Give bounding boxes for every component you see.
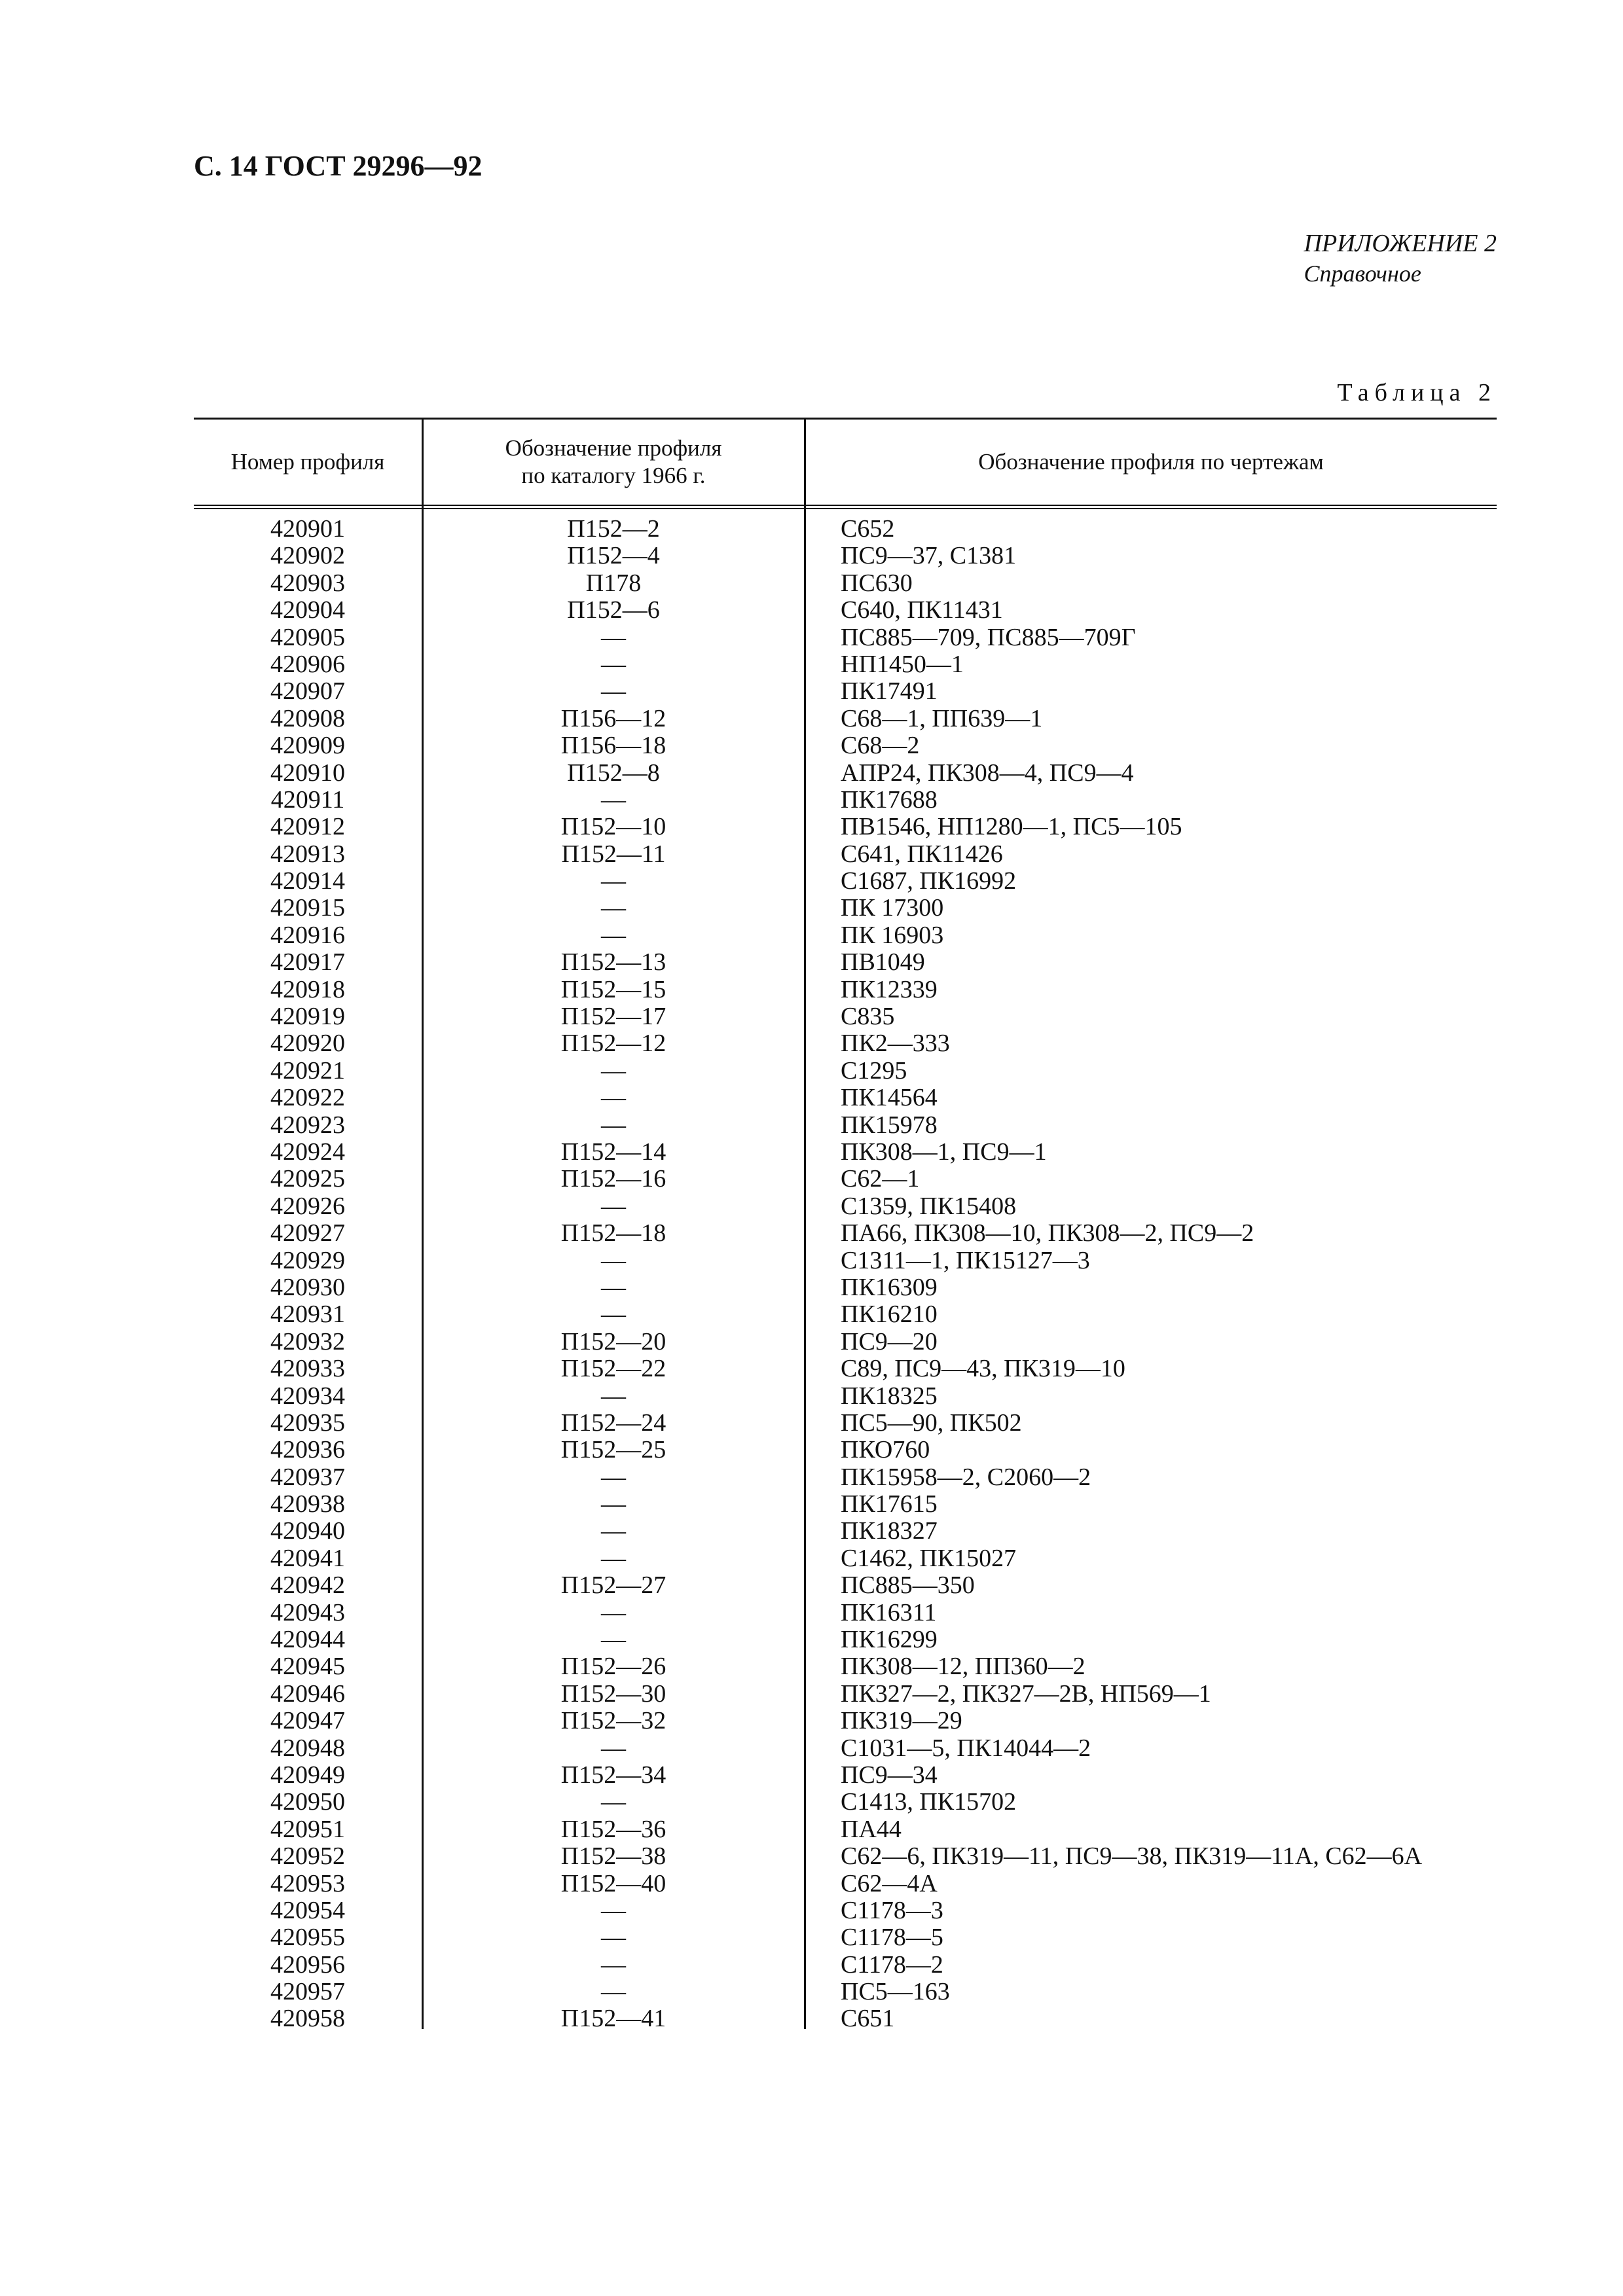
profile-number-cell: 420921: [270, 1056, 345, 1085]
drawing-designation-cell: АПР24, ПК308—4, ПС9—4: [841, 759, 1134, 787]
catalog-designation-cell: П152—24: [560, 1408, 666, 1437]
catalog-designation-cell: П152—4: [567, 542, 660, 570]
table-row: [194, 1600, 1497, 1626]
drawing-designation-cell: С1178—2: [841, 1950, 943, 1979]
drawing-designation-cell: С641, ПК11426: [841, 840, 1003, 868]
drawing-designation-cell: С1359, ПК15408: [841, 1192, 1017, 1220]
catalog-designation-cell: П152—38: [560, 1842, 666, 1871]
drawing-designation-cell: С68—2: [841, 732, 920, 760]
catalog-designation-cell: П152—11: [561, 840, 666, 868]
profile-number-cell: 420926: [270, 1192, 345, 1220]
table-row: [194, 1112, 1497, 1139]
table-row: [194, 543, 1497, 569]
drawing-designation-cell: ПКО760: [841, 1436, 930, 1464]
table-row: [194, 624, 1497, 651]
profile-number-cell: 420944: [270, 1626, 345, 1654]
drawing-designation-cell: С1687, ПК16992: [841, 867, 1017, 895]
profile-number-cell: 420904: [270, 596, 345, 624]
table-row: [194, 1816, 1497, 1843]
catalog-designation-cell: П152—41: [560, 2005, 666, 2033]
drawing-designation-cell: С1413, ПК15702: [841, 1788, 1017, 1816]
catalog-designation-cell: —: [601, 1544, 626, 1572]
catalog-designation-cell: —: [601, 1192, 626, 1220]
table-row: [194, 1897, 1497, 1924]
table-row: [194, 1085, 1497, 1111]
profile-number-cell: 420919: [270, 1003, 345, 1031]
catalog-designation-cell: П152—16: [560, 1165, 666, 1193]
catalog-designation-cell: —: [601, 1734, 626, 1762]
profile-number-cell: 420940: [270, 1517, 345, 1545]
catalog-designation-cell: П152—17: [560, 1003, 666, 1031]
drawing-designation-cell: ПС9—34: [841, 1761, 938, 1789]
catalog-designation-cell: П152—2: [567, 515, 660, 543]
catalog-designation-cell: —: [601, 1084, 626, 1112]
table-row: [194, 922, 1497, 949]
table-row: [194, 1762, 1497, 1789]
drawing-designation-cell: ПК308—1, ПС9—1: [841, 1138, 1047, 1166]
profile-number-cell: 420902: [270, 542, 345, 570]
drawing-designation-cell: С1178—3: [841, 1896, 943, 1924]
drawing-designation-cell: С1462, ПК15027: [841, 1544, 1017, 1572]
catalog-designation-cell: П152—30: [560, 1679, 666, 1708]
profile-number-cell: 420910: [270, 759, 345, 787]
catalog-designation-cell: —: [601, 677, 626, 706]
drawing-designation-cell: С68—1, ПП639—1: [841, 704, 1043, 732]
drawing-designation-cell: ПК18325: [841, 1382, 938, 1410]
drawing-designation-cell: ПК17688: [841, 785, 938, 814]
drawing-designation-cell: С62—4А: [841, 1869, 938, 1897]
table-row: [194, 895, 1497, 922]
profile-number-cell: 420957: [270, 1978, 345, 2006]
profile-number-cell: 420901: [270, 515, 345, 543]
catalog-designation-cell: —: [601, 1978, 626, 2006]
catalog-designation-cell: П152—14: [560, 1138, 666, 1166]
catalog-designation-cell: П156—12: [560, 704, 666, 732]
table-row: [194, 1626, 1497, 1653]
table-row: [194, 841, 1497, 868]
catalog-designation-cell: П152—25: [560, 1436, 666, 1464]
profile-number-cell: 420934: [270, 1382, 345, 1410]
catalog-designation-cell: —: [601, 1896, 626, 1924]
drawing-designation-cell: ПК 16903: [841, 921, 944, 949]
table-row: [194, 1545, 1497, 1572]
catalog-designation-cell: —: [601, 1300, 626, 1329]
drawing-designation-cell: ПС9—20: [841, 1327, 938, 1355]
catalog-designation-cell: П152—20: [560, 1327, 666, 1355]
profile-number-cell: 420909: [270, 732, 345, 760]
profile-number-cell: 420949: [270, 1761, 345, 1789]
table-row: [194, 1653, 1497, 1680]
catalog-designation-cell: П152—6: [567, 596, 660, 624]
catalog-designation-cell: П152—12: [560, 1030, 666, 1058]
profile-number-cell: 420950: [270, 1788, 345, 1816]
table-row: [194, 1464, 1497, 1491]
table-row: [194, 1274, 1497, 1301]
table-row: [194, 516, 1497, 543]
profile-number-cell: 420952: [270, 1842, 345, 1871]
profile-number-cell: 420933: [270, 1355, 345, 1383]
drawing-designation-cell: ПК18327: [841, 1517, 938, 1545]
drawing-designation-cell: ПК16210: [841, 1300, 938, 1329]
catalog-designation-cell: —: [601, 785, 626, 814]
profile-number-cell: 420922: [270, 1084, 345, 1112]
catalog-designation-cell: —: [601, 867, 626, 895]
profile-number-cell: 420908: [270, 704, 345, 732]
profile-number-cell: 420956: [270, 1950, 345, 1979]
drawing-designation-cell: ПК2—333: [841, 1030, 950, 1058]
profile-number-cell: 420907: [270, 677, 345, 706]
table-row: [194, 1003, 1497, 1030]
drawing-designation-cell: ПК15978: [841, 1111, 938, 1139]
table-row: [194, 1789, 1497, 1816]
profile-number-cell: 420914: [270, 867, 345, 895]
profile-number-cell: 420941: [270, 1544, 345, 1572]
profile-number-cell: 420918: [270, 975, 345, 1003]
profile-number-cell: 420916: [270, 921, 345, 949]
catalog-designation-cell: П152—36: [560, 1815, 666, 1843]
drawing-designation-cell: ПК14564: [841, 1084, 938, 1112]
catalog-designation-cell: —: [601, 650, 626, 678]
profile-number-cell: 420929: [270, 1246, 345, 1274]
table-row: [194, 1410, 1497, 1437]
drawing-designation-cell: С835: [841, 1003, 895, 1031]
catalog-designation-cell: П152—10: [560, 813, 666, 841]
header-profile-number: Номер профиля: [230, 449, 385, 475]
table-row: [194, 1301, 1497, 1328]
drawing-designation-cell: ПС5—163: [841, 1978, 950, 2006]
drawing-designation-cell: ПК17615: [841, 1490, 938, 1518]
table-header: [194, 420, 1497, 509]
catalog-designation-cell: —: [601, 1246, 626, 1274]
drawing-designation-cell: ПВ1546, НП1280—1, ПС5—105: [841, 813, 1182, 841]
catalog-designation-cell: —: [601, 1950, 626, 1979]
catalog-designation-cell: П152—22: [560, 1355, 666, 1383]
table-row: [194, 1491, 1497, 1518]
drawing-designation-cell: С1178—5: [841, 1924, 943, 1952]
table-row: [194, 1247, 1497, 1274]
drawing-designation-cell: ПК16309: [841, 1273, 938, 1301]
table-row: [194, 1924, 1497, 1951]
drawing-designation-cell: ПК15958—2, С2060—2: [841, 1463, 1091, 1491]
catalog-designation-cell: —: [601, 1517, 626, 1545]
catalog-designation-cell: —: [601, 1111, 626, 1139]
table-row: [194, 1708, 1497, 1734]
profile-table: [194, 418, 1497, 2033]
drawing-designation-cell: С640, ПК11431: [841, 596, 1003, 624]
header-divider-2: [804, 420, 806, 509]
table-row: [194, 732, 1497, 759]
appendix-subtitle: Справочное: [1304, 260, 1421, 287]
catalog-designation-cell: —: [601, 1273, 626, 1301]
catalog-designation-cell: П152—26: [560, 1653, 666, 1681]
drawing-designation-cell: ПК12339: [841, 975, 938, 1003]
table-row: [194, 949, 1497, 976]
catalog-designation-cell: —: [601, 1598, 626, 1626]
profile-number-cell: 420947: [270, 1707, 345, 1735]
profile-number-cell: 420946: [270, 1679, 345, 1708]
drawing-designation-cell: С651: [841, 2005, 895, 2033]
profile-number-cell: 420931: [270, 1300, 345, 1329]
table-row: [194, 1572, 1497, 1599]
table-row: [194, 1735, 1497, 1762]
catalog-designation-cell: П152—18: [560, 1219, 666, 1247]
profile-number-cell: 420951: [270, 1815, 345, 1843]
table-row: [194, 1518, 1497, 1545]
profile-number-cell: 420942: [270, 1571, 345, 1600]
table-row: [194, 2005, 1497, 2032]
drawing-designation-cell: С62—1: [841, 1165, 920, 1193]
profile-number-cell: 420912: [270, 813, 345, 841]
profile-number-cell: 420948: [270, 1734, 345, 1762]
table-row: [194, 706, 1497, 732]
profile-number-cell: 420958: [270, 2005, 345, 2033]
profile-number-cell: 420932: [270, 1327, 345, 1355]
table-row: [194, 597, 1497, 624]
catalog-designation-cell: —: [601, 921, 626, 949]
catalog-designation-cell: —: [601, 894, 626, 922]
table-row: [194, 1681, 1497, 1708]
header-catalog-1966: Обозначение профиля по каталогу 1966 г.: [505, 435, 722, 488]
profile-number-cell: 420953: [270, 1869, 345, 1897]
table-row: [194, 1058, 1497, 1085]
table-row: [194, 678, 1497, 705]
profile-number-cell: 420936: [270, 1436, 345, 1464]
drawing-designation-cell: С652: [841, 515, 895, 543]
table-row: [194, 1355, 1497, 1382]
profile-number-cell: 420903: [270, 569, 345, 597]
table-row: [194, 1383, 1497, 1410]
drawing-designation-cell: ПВ1049: [841, 948, 925, 977]
header-divider-1: [422, 420, 424, 509]
catalog-designation-cell: П152—32: [560, 1707, 666, 1735]
drawing-designation-cell: ПС9—37, С1381: [841, 542, 1017, 570]
table-row: [194, 1193, 1497, 1220]
profile-number-cell: 420935: [270, 1408, 345, 1437]
appendix-title: ПРИЛОЖЕНИЕ 2: [1304, 230, 1497, 257]
profile-number-cell: 420943: [270, 1598, 345, 1626]
drawing-designation-cell: ПК308—12, ПП360—2: [841, 1653, 1085, 1681]
drawing-designation-cell: ПС885—709, ПС885—709Г: [841, 623, 1136, 651]
catalog-designation-cell: П152—8: [567, 759, 660, 787]
table-row: [194, 787, 1497, 814]
profile-number-cell: 420917: [270, 948, 345, 977]
table-row: [194, 1952, 1497, 1979]
catalog-designation-cell: —: [601, 1463, 626, 1491]
drawing-designation-cell: ПА44: [841, 1815, 902, 1843]
table-row: [194, 570, 1497, 597]
profile-number-cell: 420954: [270, 1896, 345, 1924]
profile-number-cell: 420915: [270, 894, 345, 922]
header-drawing-designation: Обозначение профиля по чертежам: [978, 449, 1324, 475]
drawing-designation-cell: ПК327—2, ПК327—2В, НП569—1: [841, 1679, 1211, 1708]
drawing-designation-cell: С89, ПС9—43, ПК319—10: [841, 1355, 1125, 1383]
table-row: [194, 1979, 1497, 2005]
drawing-designation-cell: ПК319—29: [841, 1707, 962, 1735]
catalog-designation-cell: П152—15: [560, 975, 666, 1003]
catalog-designation-cell: П152—34: [560, 1761, 666, 1789]
table-row: [194, 1437, 1497, 1463]
profile-number-cell: 420911: [270, 785, 345, 814]
table-row: [194, 814, 1497, 840]
table-row: [194, 1166, 1497, 1193]
profile-number-cell: 420927: [270, 1219, 345, 1247]
profile-number-cell: 420955: [270, 1924, 345, 1952]
profile-number-cell: 420906: [270, 650, 345, 678]
table-row: [194, 868, 1497, 895]
table-row: [194, 651, 1497, 678]
drawing-designation-cell: ПС5—90, ПК502: [841, 1408, 1022, 1437]
appendix-block: [1304, 228, 1497, 288]
drawing-designation-cell: С1295: [841, 1056, 907, 1085]
drawing-designation-cell: ПК17491: [841, 677, 938, 706]
catalog-designation-cell: —: [601, 1626, 626, 1654]
catalog-designation-cell: П156—18: [560, 732, 666, 760]
table-row: [194, 1139, 1497, 1166]
drawing-designation-cell: С1031—5, ПК14044—2: [841, 1734, 1091, 1762]
profile-number-cell: 420925: [270, 1165, 345, 1193]
profile-number-cell: 420938: [270, 1490, 345, 1518]
drawing-designation-cell: С1311—1, ПК15127—3: [841, 1246, 1090, 1274]
table-row: [194, 1329, 1497, 1355]
table-row: [194, 1843, 1497, 1870]
drawing-designation-cell: НП1450—1: [841, 650, 964, 678]
drawing-designation-cell: ПА66, ПК308—10, ПК308—2, ПС9—2: [841, 1219, 1254, 1247]
table-row: [194, 1220, 1497, 1247]
table-body: [194, 509, 1497, 2033]
catalog-designation-cell: П152—27: [560, 1571, 666, 1600]
catalog-designation-cell: П152—40: [560, 1869, 666, 1897]
catalog-designation-cell: П152—13: [560, 948, 666, 977]
table-row: [194, 1871, 1497, 1897]
table-row: [194, 977, 1497, 1003]
catalog-designation-cell: —: [601, 1382, 626, 1410]
profile-number-cell: 420913: [270, 840, 345, 868]
table-label: Таблица 2: [1337, 379, 1497, 406]
profile-number-cell: 420945: [270, 1653, 345, 1681]
profile-number-cell: 420937: [270, 1463, 345, 1491]
table-row: [194, 760, 1497, 787]
catalog-designation-cell: П178: [585, 569, 642, 597]
profile-number-cell: 420920: [270, 1030, 345, 1058]
drawing-designation-cell: ПК 17300: [841, 894, 944, 922]
profile-number-cell: 420924: [270, 1138, 345, 1166]
profile-number-cell: 420930: [270, 1273, 345, 1301]
drawing-designation-cell: С62—6, ПК319—11, ПС9—38, ПК319—11А, С62—6А: [841, 1842, 1423, 1871]
page-header: С. 14 ГОСТ 29296—92: [194, 150, 483, 182]
drawing-designation-cell: ПК16311: [841, 1598, 937, 1626]
table-row: [194, 1030, 1497, 1057]
catalog-designation-cell: —: [601, 1788, 626, 1816]
catalog-designation-cell: —: [601, 1924, 626, 1952]
drawing-designation-cell: ПС630: [841, 569, 913, 597]
drawing-designation-cell: ПК16299: [841, 1626, 938, 1654]
drawing-designation-cell: ПС885—350: [841, 1571, 975, 1600]
catalog-designation-cell: —: [601, 1056, 626, 1085]
profile-number-cell: 420905: [270, 623, 345, 651]
catalog-designation-cell: —: [601, 1490, 626, 1518]
profile-number-cell: 420923: [270, 1111, 345, 1139]
catalog-designation-cell: —: [601, 623, 626, 651]
